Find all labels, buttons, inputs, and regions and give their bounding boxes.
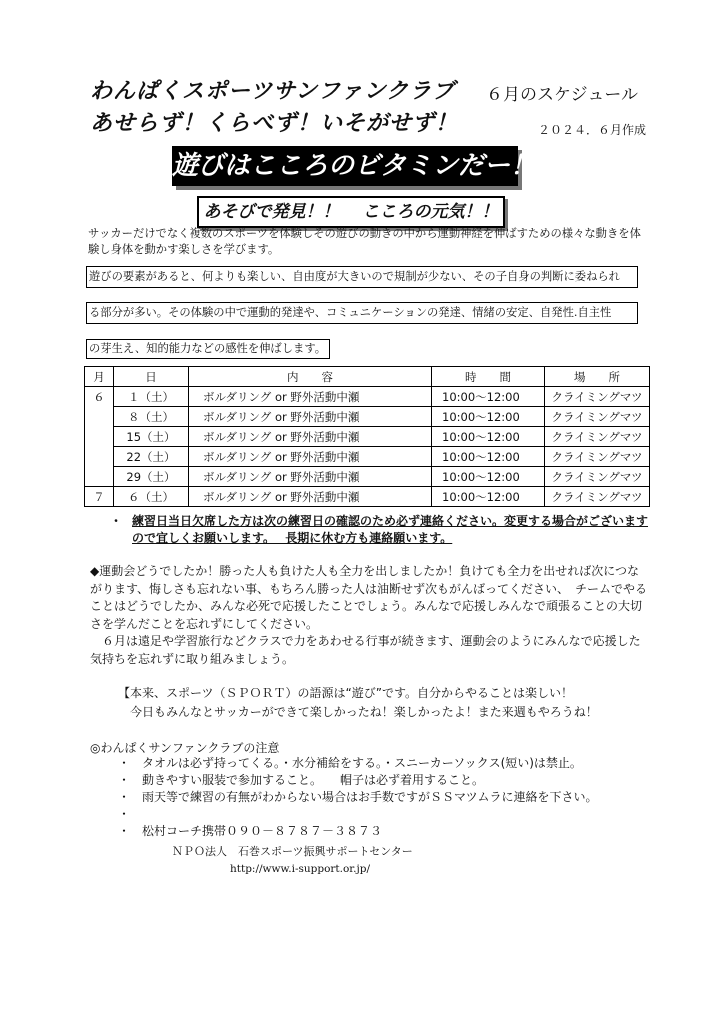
table-row <box>85 447 650 467</box>
cell-place: クライミングマツ <box>545 487 650 507</box>
note-text: タオルは必ず持ってくる。・水分補給をする。・スニーカーソックス(短い)は禁止。 <box>142 756 582 770</box>
notes-title: ◎わんぱくサンファンクラブの注意 <box>90 741 280 755</box>
cell-month: ６ <box>85 387 114 407</box>
table-row <box>85 387 650 407</box>
cell-month <box>85 447 114 467</box>
table-row <box>85 427 650 447</box>
quote-line-2: 今日もみんなとサッカーができて楽しかったね！楽しかったよ！また来週もやろうね！ <box>118 705 598 719</box>
schedule-table <box>84 366 650 507</box>
club-motto: あせらず！くらべず！いそがせず！ <box>90 111 459 136</box>
list-item <box>118 806 638 823</box>
cell-time: 10:00～12:00 <box>432 447 545 467</box>
list-item <box>118 772 638 789</box>
slogan-banner: 遊びはこころのビタミンだー！ <box>172 146 518 186</box>
created-date: ２０２４．６月作成 <box>538 123 647 137</box>
organization-name: ＮＰＯ法人 石巻スポーツ振興サポートセンター <box>172 845 413 858</box>
list-bullet: ・ <box>118 790 131 804</box>
cell-day: ６（土） <box>114 487 189 507</box>
intro-text: サッカーだけでなく複数のスポーツを体験しその遊びの動きの中から運動神経を伸ばすための様々な動きを体験し身体を動かす楽しさを学びます。 <box>88 227 641 256</box>
cell-place: クライミングマツ <box>545 447 650 467</box>
cell-day: 15（土） <box>114 427 189 447</box>
cell-month <box>85 427 114 447</box>
notice-text: 練習日当日欠席した方は次の練習日の確認のため必ず連絡ください。変更する場合がございますので宜しくお願いします。 長期に休む方も連絡願います。 <box>132 514 649 545</box>
list-item <box>118 823 638 840</box>
list-bullet: ・ <box>118 773 131 787</box>
cell-place: クライミングマツ <box>545 427 650 447</box>
list-bullet: ・ <box>118 807 131 821</box>
header-month: 月 <box>85 367 114 387</box>
header-content: 内 容 <box>189 367 432 387</box>
header-day: 日 <box>114 367 189 387</box>
cell-time: 10:00～12:00 <box>432 387 545 407</box>
cell-place: クライミングマツ <box>545 407 650 427</box>
cell-time: 10:00～12:00 <box>432 407 545 427</box>
table-row <box>85 467 650 487</box>
note-text: 動きやすい服装で参加すること。 帽子は必ず着用すること。 <box>142 773 485 787</box>
paragraph-line-1: 遊びの要素があると、何よりも楽しい、自由度が大きいので規制が少ない、その子自身の判断に委ねられ <box>86 266 638 288</box>
schedule-subtitle: ６月のスケジュール <box>486 85 638 105</box>
cell-day: 29（土） <box>114 467 189 487</box>
list-item <box>118 789 638 806</box>
message-paragraphs <box>90 563 650 668</box>
cell-month <box>85 467 114 487</box>
coach-phone: 松村コーチ携帯０９０－８７８７－３８７３ <box>142 824 383 838</box>
list-item <box>118 755 638 772</box>
cell-place: クライミングマツ <box>545 387 650 407</box>
table-row <box>85 487 650 507</box>
club-title: わんぱくスポーツサンファンクラブ <box>90 79 456 104</box>
cell-day: １（土） <box>114 387 189 407</box>
list-bullet: ・ <box>118 824 131 838</box>
notes-list <box>118 755 638 840</box>
tagline-box: あそびで発見！！ こころの元気！！ <box>197 196 505 228</box>
cell-content: ボルダリング or 野外活動中瀬 <box>189 427 432 447</box>
cell-content: ボルダリング or 野外活動中瀬 <box>189 487 432 507</box>
cell-day: 22（土） <box>114 447 189 467</box>
header-time: 時 間 <box>432 367 545 387</box>
message-paragraph-1: ◆運動会どうでしたか！勝った人も負けた人も全力を出しましたか！負けても全力を出せれば次につながります、悔しさも忘れない事、もちろん勝った人は油断せず次もがんばってください、 チームでやることはどうでしたか、みんな必死で応援したことでしょう。みんなで応援しみんなで頑張ることの大切さを学んだことを忘れずにしてください。 <box>90 564 648 631</box>
list-bullet: ・ <box>118 756 131 770</box>
note-text: 雨天等で練習の有無がわからない場合はお手数ですがＳＳマツムラに連絡を下さい。 <box>142 790 598 804</box>
cell-time: 10:00～12:00 <box>432 487 545 507</box>
message-paragraph-2: ６月は遠足や学習旅行などクラスで力をあわせる行事が続きます、運動会のようにみんなで応援した気持ちを忘れずに取り組みましょう。 <box>90 634 641 666</box>
cell-day: ８（土） <box>114 407 189 427</box>
paragraph-line-2: る部分が多い。その体験の中で運動的発達や、コミュニケーションの発達、情緒の安定、自発性.自主性 <box>86 302 638 324</box>
cell-time: 10:00～12:00 <box>432 427 545 447</box>
table-row <box>85 407 650 427</box>
cell-place: クライミングマツ <box>545 467 650 487</box>
sport-quote <box>118 684 638 722</box>
notice-bullet: ・ <box>110 514 123 528</box>
cell-content: ボルダリング or 野外活動中瀬 <box>189 407 432 427</box>
cell-month: ７ <box>85 487 114 507</box>
cell-month <box>85 407 114 427</box>
cell-time: 10:00～12:00 <box>432 467 545 487</box>
header-place: 場 所 <box>545 367 650 387</box>
website-link[interactable]: http://www.i-support.or.jp/ <box>230 863 371 875</box>
paragraph-line-3: の芽生え、知的能力などの感性を伸ばします。 <box>86 339 330 359</box>
cell-content: ボルダリング or 野外活動中瀬 <box>189 447 432 467</box>
cell-content: ボルダリング or 野外活動中瀬 <box>189 387 432 407</box>
table-header-row <box>85 367 650 387</box>
absence-notice <box>110 513 650 547</box>
cell-content: ボルダリング or 野外活動中瀬 <box>189 467 432 487</box>
quote-line-1: 【本来、スポーツ（ＳＰＯＲＴ）の語源は“遊び”です。自分からやることは楽しい！ <box>118 686 573 700</box>
